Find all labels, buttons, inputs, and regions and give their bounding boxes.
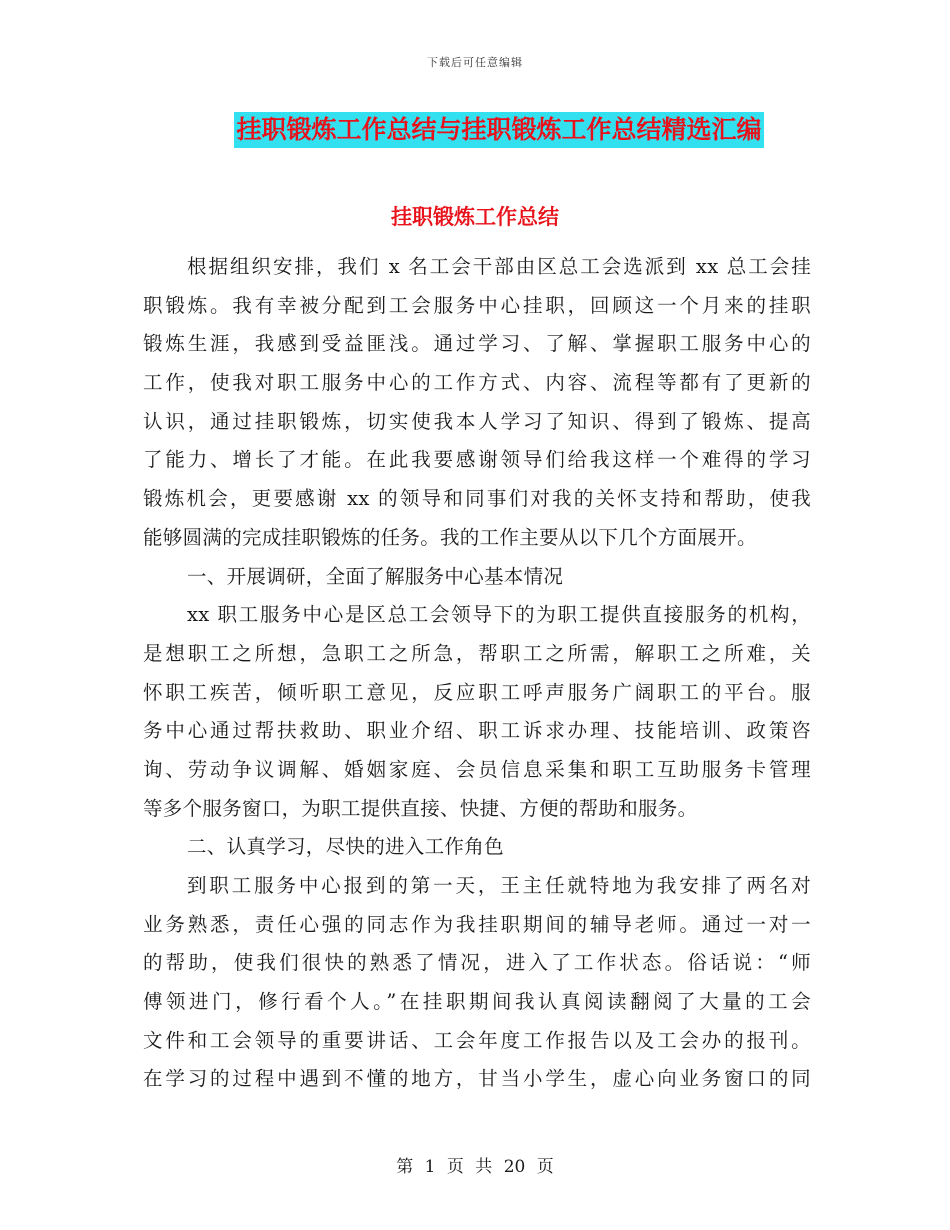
text-line: 怀职工疾苦，倾听职工意见，反应职工呼声服务广阔职工的平台。服	[143, 680, 811, 704]
text-line: 认识，通过挂职锻炼，切实使我本人学习了知识、得到了锻炼、提高	[143, 409, 811, 433]
text-line: 傅领进门，修行看个人。”在挂职期间我认真阅读翻阅了大量的工会	[143, 990, 811, 1014]
text-line: 是想职工之所想，急职工之所急，帮职工之所需，解职工之所难，关	[143, 641, 811, 665]
text-line: 业务熟悉，责任心强的同志作为我挂职期间的辅导老师。通过一对一	[143, 912, 811, 936]
text-line: 根据组织安排，我们 x 名工会干部由区总工会选派到 xx 总工会挂	[187, 255, 811, 278]
page-footer: 第 1 页 共 20 页	[396, 1157, 554, 1177]
body-text	[143, 248, 811, 1099]
text-line: 锻炼生涯，我感到受益匪浅。通过学习、了解、掌握职工服务中心的	[143, 332, 811, 356]
text-line: 等多个服务窗口，为职工提供直接、快捷、方便的帮助和服务。	[143, 796, 698, 820]
text-line: 了能力、增长了才能。在此我要感谢领导们给我这样一个难得的学习	[143, 448, 811, 472]
heading-line: 一、开展调研，全面了解服务中心基本情况	[187, 564, 564, 588]
text-line: 能够圆满的完成挂职锻炼的任务。我的工作主要从以下几个方面展开。	[143, 525, 757, 549]
text-line: 到职工服务中心报到的第一天，王主任就特地为我安排了两名对	[187, 874, 811, 897]
text-line: 务中心通过帮扶救助、职业介绍、职工诉求办理、技能培训、政策咨	[143, 719, 811, 743]
text-line: 工作，使我对职工服务中心的工作方式、内容、流程等都有了更新的	[143, 371, 811, 395]
section-title: 挂职锻炼工作总结	[391, 205, 559, 229]
text-line: 职锻炼。我有幸被分配到工会服务中心挂职，回顾这一个月来的挂职	[143, 293, 811, 317]
text-line: 锻炼机会，更要感谢 xx 的领导和同事们对我的关怀支持和帮助，使我	[143, 487, 811, 511]
text-line: 询、劳动争议调解、婚姻家庭、会员信息采集和职工互助服务卡管理	[143, 757, 811, 781]
header-note: 下载后可任意编辑	[427, 56, 523, 69]
text-line: 的帮助，使我们很快的熟悉了情况，进入了工作状态。俗话说：“师	[143, 951, 811, 975]
text-line: 在学习的过程中遇到不懂的地方，甘当小学生，虚心向业务窗口的同	[143, 1067, 811, 1091]
document-title: 挂职锻炼工作总结与挂职锻炼工作总结精选汇编	[234, 112, 763, 148]
document-title-container	[0, 112, 950, 148]
text-line: 文件和工会领导的重要讲话、工会年度工作报告以及工会办的报刊。	[143, 1028, 811, 1052]
text-line: xx 职工服务中心是区总工会领导下的为职工提供直接服务的机构，	[187, 603, 811, 627]
heading-line: 二、认真学习，尽快的进入工作角色	[187, 835, 504, 859]
